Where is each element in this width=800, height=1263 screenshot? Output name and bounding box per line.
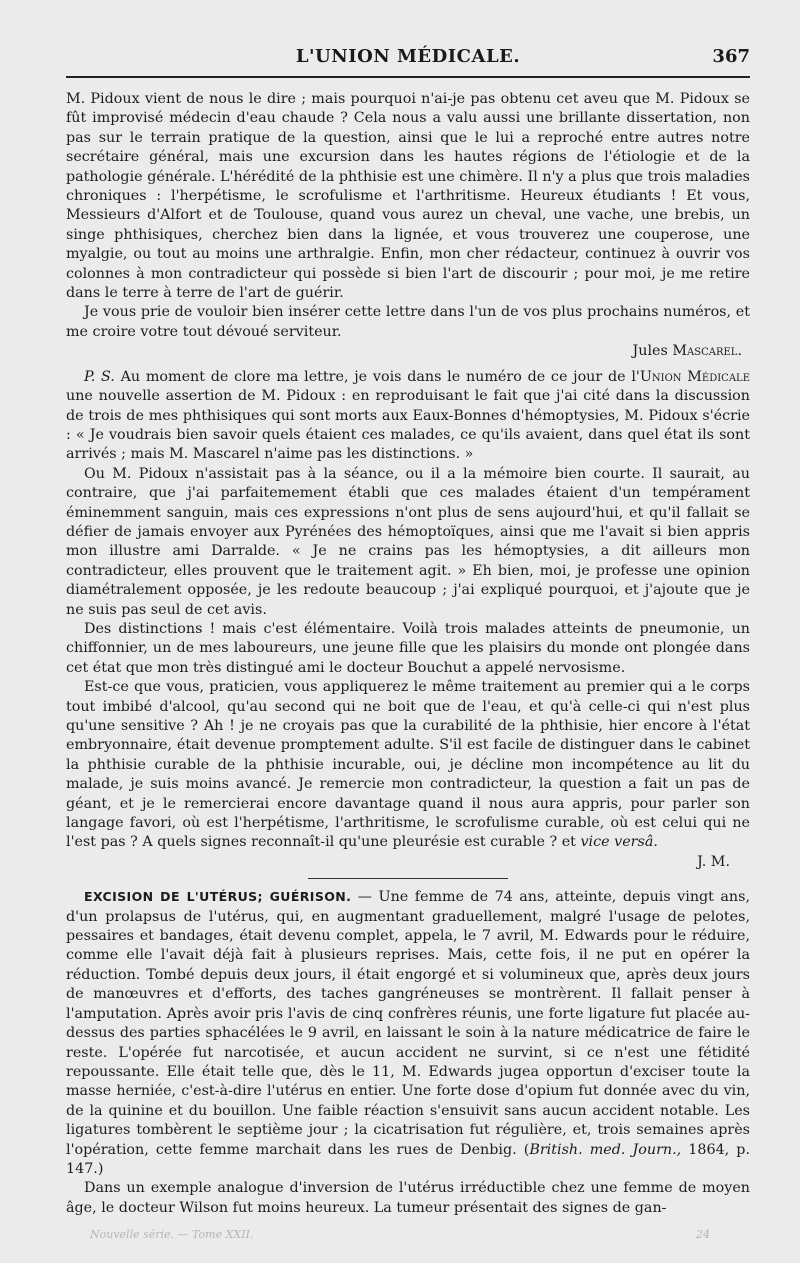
paragraph-excision	[66, 887, 750, 1179]
sensitive-text: Est-ce que vous, praticien, vous appliquerez le même traitement au premier qui a le corps tout imbibé d'alcool, qu'au second qui ne boit que de l'eau, et qu'à celle-ci qui n'est plus qu'une sensitive ? Ah ! je ne croyais pas que la curabilité de la phthisie, hier encore à l'état embryonnaire, était devenue promptement adulte. S'il est facile de distinguer dans le cabinet la phthisie curable de la phthisie incurable, oui, je décline mon incompétence au lit du malade, je suis moins avancé. Je remercie mon contradicteur, la question a fait un pas de géant, et je le remercierai encore davantage quand il nous aura appris, pour parler son langage favori, où est l'herpétisme, l'arthritisme, le scrofulisme curable, où est celui qui ne l'est pas ? A quels signes reconnaît-il qu'une pleurésie est curable ? et	[66, 679, 750, 851]
body-text	[66, 90, 750, 1218]
signature-last-name: Mascarel.	[672, 343, 742, 360]
ps-text-1: Au moment de clore ma lettre, je vois dans le numéro de ce jour de l'	[114, 368, 640, 385]
paragraph-wilson: Dans un exemple analogue d'inversion de l'utérus irréductible chez une femme de moyen âge, le docteur Wilson fut moins heureux. La tumeur présentait des signes de gan-	[66, 1180, 750, 1216]
section-divider	[308, 878, 508, 879]
signature-jm: J. M.	[697, 853, 730, 870]
ps-label: P. S.	[84, 368, 115, 385]
signature-first-name: Jules	[632, 343, 673, 360]
paragraph-postscript	[66, 368, 750, 465]
footer-signature-mark: 24	[696, 1228, 710, 1241]
section-heading: EXCISION DE L'UTÉRUS; GUÉRISON.	[84, 889, 352, 905]
page-header	[66, 44, 750, 72]
page-footer	[90, 1228, 710, 1241]
running-title: L'UNION MÉDICALE.	[295, 46, 521, 67]
paragraph-closing: Je vous prie de vouloir bien insérer cette lettre dans l'un de vos plus prochains numéros, et me croire votre tout dévoué serviteur.	[66, 304, 750, 340]
excision-text-2: 1864, p. 147.)	[66, 1141, 750, 1177]
ps-text-2: une nouvelle assertion de M. Pidoux : en reproduisant le fait que j'ai cité dans la discussion de trois de mes phthisiques qui sont morts aux Eaux-Bonnes d'hémoptysies, M. Pidoux s'écrie : « Je voudrais bien savoir quels étaient ces malades, ce qu'ils avaient, dans quel état ils sont arrivés ; mais M. Mascarel n'aime pas les distinctions. »	[66, 388, 750, 463]
paragraph-darralde: Ou M. Pidoux n'assistait pas à la séance, ou il a la mémoire bien courte. Il saurait, au contraire, que j'ai parfaitemement établi que ces malades étaient d'un tempérament éminemment sanguin, mais ces expressions n'ont plus de sens aujourd'hui, et qu'il fallait se défier de jamais envoyer aux Pyrénées des hémoptoïques, ainsi que me l'avait si bien appris mon illustre ami Darralde. « Je ne crains pas les hémoptysies, a dit ailleurs mon contradicteur, elles prouvent que le traitement agit. » Eh bien, moi, je professe une opinion diamétralement opposée, je les redoute beaucoup ; j'ai expliqué pourquoi, et j'ajoute que je ne suis pas seul de cet avis.	[66, 465, 750, 618]
excision-text-1: — Une femme de 74 ans, atteinte, depuis vingt ans, d'un prolapsus de l'utérus, qui, en augmentant graduellement, malgré l'usage de pelotes, pessaires et bandages, était devenu complet, appela, le 7 avril, M. Edwards pour le réduire, comme elle l'avait déjà fait à plusieurs reprises. Mais, cette fois, il ne put en opérer la réduction. Tombé depuis deux jours, il était engorgé et si volumineux que, après deux jours de manœuvres et d'efforts, des taches gangréneuses se montrèrent. Il fallait penser à l'amputation. Après avoir pris l'avis de cinq confrères réunis, une forte ligature fut placée au-dessus des parties sphacélées le 9 avril, en laissant le soin à la nature médicatrice de faire le reste. L'opérée fut narcotisée, et aucun accident ne survint, si ce n'est une fétidité repoussante. Elle était telle que, dès le 11, M. Edwards jugea opportun d'exciser toute la masse herniée, c'est-à-dire l'utérus en entier. Une forte dose d'opium fut donnée avec du vin, de la quinine et du bouillon. Une faible réaction s'ensuivit sans aucun accident notable. Les ligatures tombèrent le septième jour ; la cicatrisation fut régulière, et, trois semaines après l'opération, cette femme marchait dans les rues de Denbig. (	[66, 889, 751, 1158]
paragraph-distinctions: Des distinctions ! mais c'est élémentaire. Voilà trois malades atteints de pneumonie, un chiffonnier, un de mes laboureurs, une jeune fille que les plaisirs du monde ont plongée dans cet état que mon très distingué ami le docteur Bouchut a appelé nervosisme.	[66, 620, 750, 676]
paragraph-sensitive	[66, 678, 750, 853]
vice-versa: vice versâ.	[580, 834, 658, 851]
header-rule	[66, 76, 750, 78]
footer-series: Nouvelle série. — Tome XXII.	[90, 1228, 254, 1241]
paragraph-pidoux: M. Pidoux vient de nous le dire ; mais pourquoi n'ai-je pas obtenu cet aveu que M. Pidoux se fût improvisé médecin d'eau chaude ? Cela nous a valu aussi une brillante dissertation, non pas sur le terrain pratique de la question, ainsi que le lui a reproché entre autres notre secrétaire général, mais une excursion dans les hautes régions de l'étiologie et de la pathologie générale. L'hérédité de la phthisie est une chimère. Il n'y a plus que trois maladies chroniques : l'herpétisme, le scrofulisme et l'arthritisme. Heureux étudiants ! Et vous, Messieurs d'Alfort et de Toulouse, quand vous aurez un cheval, une vache, une brebis, un singe phthisiques, cherchez bien dans la lignée, et vous trouverez une couperose, une myalgie, ou tout au moins une arthralgie. Enfin, mon cher rédacteur, continuez à ouvrir vos colonnes à mon contradicteur qui possède si bien l'art de discourir ; pour moi, je me retire dans le terre à terre de l'art de guérir.	[66, 91, 750, 302]
page-number: 367	[712, 46, 750, 67]
ps-journal-name: Union Médicale	[639, 368, 750, 385]
journal-citation: British. med. Journ.,	[529, 1141, 682, 1158]
signature-mascarel	[66, 342, 750, 361]
